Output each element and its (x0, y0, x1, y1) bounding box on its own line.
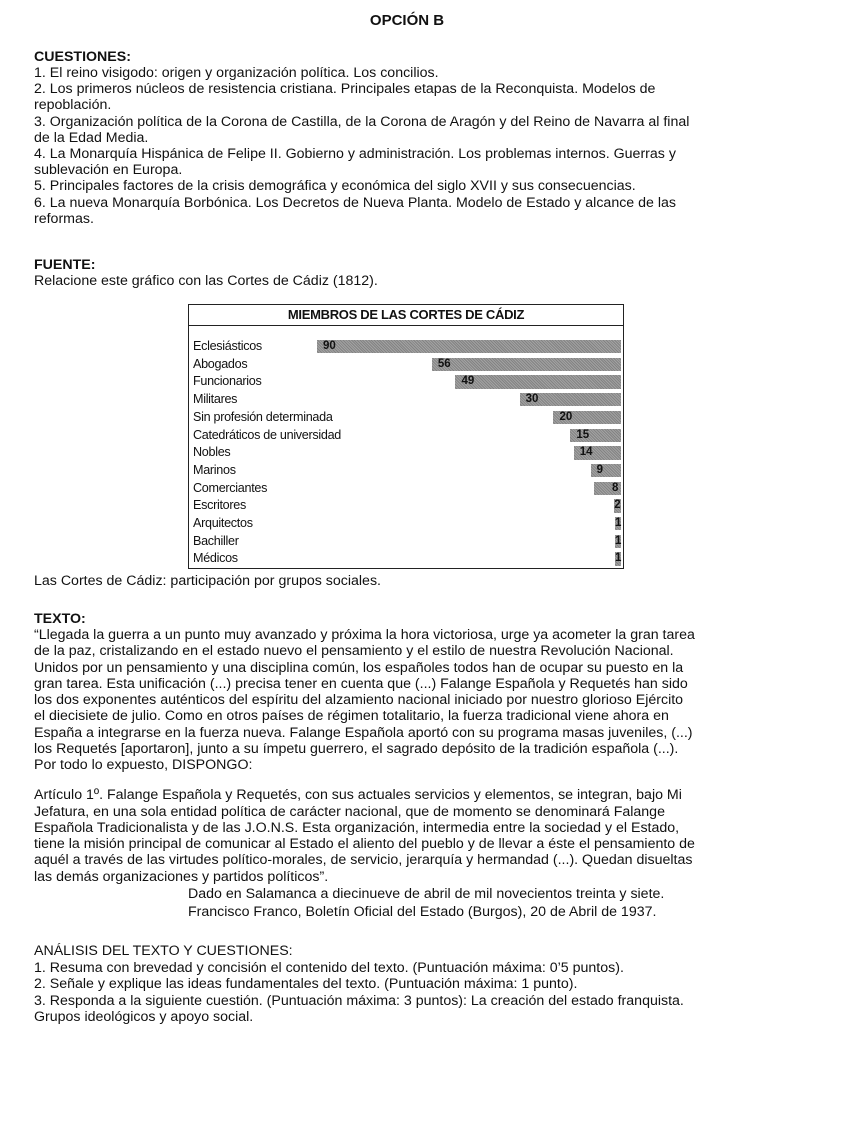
analisis-heading: ANÁLISIS DEL TEXTO Y CUESTIONES: (34, 942, 293, 959)
bar-value-label: 90 (323, 340, 336, 353)
signature-line: Dado en Salamanca a diecinueve de abril de mil novecientos treinta y siete. (188, 885, 665, 902)
analisis-section (34, 943, 780, 1026)
category-label: Arquitectos (193, 516, 253, 531)
texto-line: gran tarea. Esta unificación (...) precisa tener en cuenta que (...) Falange Española y Requetés han sido (34, 675, 688, 692)
bar (432, 358, 621, 371)
texto-paragraph-2 (34, 787, 780, 885)
texto-line: los dos exponentes auténticos del espíritu del alzamiento nacional iniciado por nuestro glorioso Ejército (34, 692, 684, 709)
cuestion-line: 5. Principales factores de la crisis demográfica y económica del siglo XVII y sus consecuencias. (34, 178, 636, 195)
chart-title: MIEMBROS DE LAS CORTES DE CÁDIZ (189, 305, 623, 326)
bar (591, 464, 621, 477)
category-label: Abogados (193, 356, 248, 371)
category-label: Catedráticos de universidad (193, 427, 342, 442)
bar-value-label: 8 (612, 481, 619, 494)
cuestiones-section (34, 49, 780, 227)
cuestion-line: reformas. (34, 210, 94, 227)
texto-line: Jefatura, en una sola entidad política de carácter nacional, que de momento se denominará Falange (34, 803, 665, 820)
signature-line: Francisco Franco, Boletín Oficial del Estado (Burgos), 20 de Abril de 1937. (188, 903, 657, 920)
texto-line: “Llegada la guerra a un punto muy avanzado y próxima la hora victoriosa, urge ya acometer la gran tarea (34, 627, 695, 644)
texto-line: las demás organizaciones y partidos políticos”. (34, 868, 329, 885)
bar-value-label: 1 (615, 552, 622, 565)
cuestion-line: repoblación. (34, 97, 112, 114)
cuestion-line: 6. La nueva Monarquía Borbónica. Los Decretos de Nueva Planta. Modelo de Estado y alcance de las (34, 194, 676, 211)
category-label: Nobles (193, 445, 231, 460)
texto-line: Artículo 1º. Falange Española y Requetés, con sus actuales servicios y elementos, se integran, bajo Mi (34, 787, 682, 804)
texto-line: de la paz, cristalizando en el estado nuevo el pensamiento y el estilo de nuestra Revolución Nacional. (34, 643, 674, 660)
bar-value-label: 56 (437, 357, 451, 370)
category-label: Sin profesión determinada (193, 409, 333, 424)
cuestion-line: 4. La Monarquía Hispánica de Felipe II. Gobierno y administración. Los problemas internos. Guerras y (34, 146, 676, 163)
fuente-instruction: Relacione este gráfico con las Cortes de Cádiz (1812). (34, 273, 378, 290)
cuestion-line: sublevación en Europa. (34, 162, 183, 179)
texto-line: los Requetés [aportaron], junto a su ímpetu guerrero, el sagrado depósito de la tradición española (...). (34, 740, 679, 757)
texto-heading: TEXTO: (34, 611, 86, 628)
texto-line: España a integrarse en la fuerza nueva. Falange Española aportó con su programa masas juveniles, (...) (34, 724, 693, 741)
analisis-line: 2. Señale y explique las ideas fundamentales del texto. (Puntuación máxima: 1 punto). (34, 976, 578, 993)
category-label: Eclesiásticos (193, 339, 262, 354)
page-title: OPCIÓN B (369, 12, 445, 29)
fuente-heading: FUENTE: (34, 257, 96, 274)
texto-line: Por todo lo expuesto, DISPONGO: (34, 757, 253, 774)
category-label: Bachiller (193, 533, 239, 548)
cuestion-line: de la Edad Media. (34, 129, 149, 146)
texto-section (34, 611, 780, 921)
bar-value-label: 14 (579, 446, 593, 459)
bar-value-label: 30 (525, 393, 539, 406)
cuestion-line: 2. Los primeros núcleos de resistencia cristiana. Principales etapas de la Reconquista. Modelos de (34, 81, 656, 98)
texto-line: Española Tradicionalista y de las J.O.N.S. Esta organización, intermedia entre la sociedad y el Estado, (34, 819, 680, 836)
bar-value-label: 49 (461, 375, 475, 388)
texto-paragraph-1 (34, 627, 780, 773)
category-label: Marinos (193, 462, 236, 477)
cortes-chart (188, 304, 624, 569)
category-label: Militares (193, 392, 238, 407)
fuente-section (34, 257, 780, 589)
bar-value-label: 2 (614, 499, 621, 512)
chart-plot-area (189, 326, 623, 568)
bar-value-label: 1 (615, 534, 622, 547)
bar-value-label: 15 (576, 428, 590, 441)
category-label: Médicos (193, 551, 238, 566)
analisis-line: Grupos ideológicos y apoyo social. (34, 1009, 254, 1026)
texto-line: aquél a través de las virtudes político-morales, de servicio, jerarquía y hermandad (...). Quedan disueltas (34, 852, 693, 869)
category-label: Comerciantes (193, 480, 268, 495)
exam-page (34, 12, 780, 1026)
bar-value-label: 1 (615, 517, 622, 530)
cuestion-line: 3. Organización política de la Corona de Castilla, de la Corona de Aragón y del Reino de Navarra al final (34, 113, 690, 130)
texto-line: Unidos por un pensamiento y una disciplina común, los españoles todos han de ocupar su puesto en la (34, 659, 684, 676)
bar (455, 375, 621, 388)
bar-value-label: 9 (596, 463, 603, 476)
category-label: Escritores (193, 498, 246, 513)
chart-caption: Las Cortes de Cádiz: participación por grupos sociales. (34, 573, 381, 590)
cuestiones-heading: CUESTIONES: (34, 49, 131, 65)
analisis-line: 1. Resuma con brevedad y concisión el contenido del texto. (Puntuación máxima: 0’5 puntos). (34, 959, 624, 976)
texto-line: el diecisiete de julio. Como en otros países de régimen totalitario, la fuerza tradicional viene ahora en (34, 708, 669, 725)
bar-value-label: 20 (559, 410, 573, 423)
analisis-line: 3. Responda a la siguiente cuestión. (Puntuación máxima: 3 puntos): La creación del estado franquista. (34, 992, 684, 1009)
cuestion-line: 1. El reino visigodo: origen y organización política. Los concilios. (34, 65, 439, 81)
texto-line: tiene la misión principal de comunicar al Estado el aliento del pueblo y de llevar a éste el pensamiento de (34, 836, 695, 853)
category-label: Funcionarios (193, 374, 262, 389)
bar (317, 340, 621, 353)
signature-block (188, 885, 780, 921)
